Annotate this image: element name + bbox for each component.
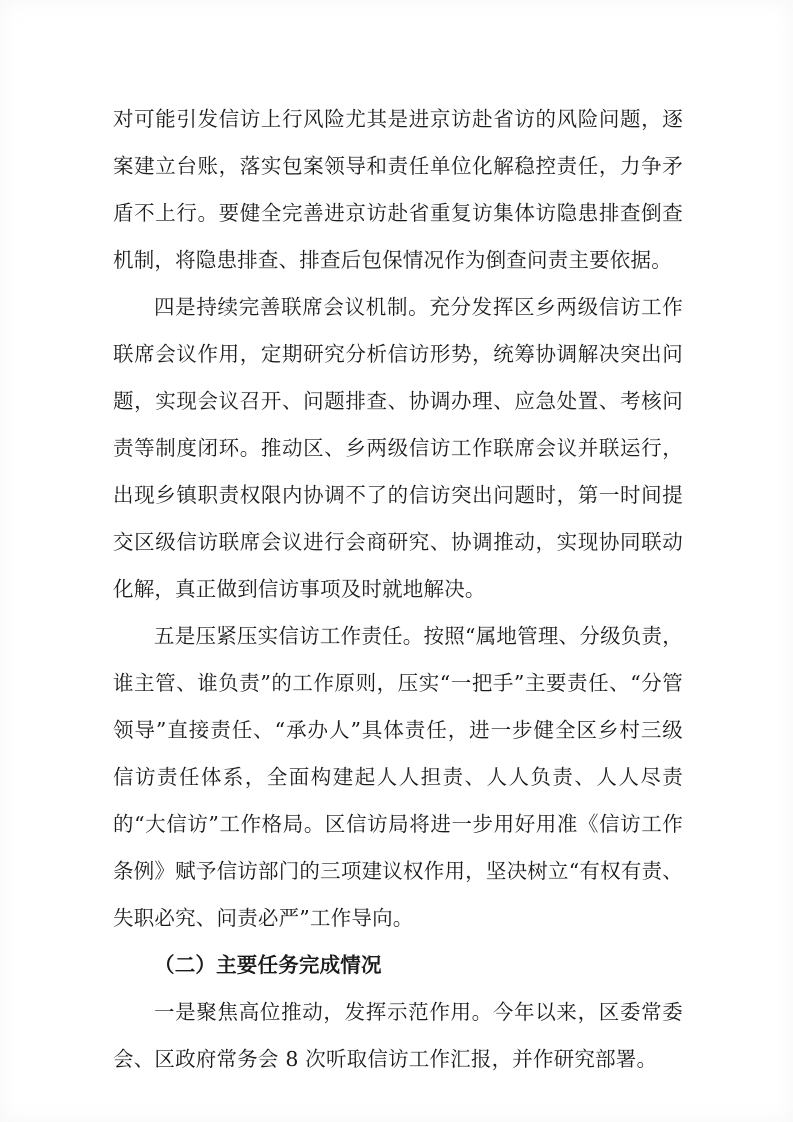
paragraph-1: 对可能引发信访上行风险尤其是进京访赴省访的风险问题，逐案建立台账，落实包案领导和责任单位化解稳控责任，力争矛盾不上行。要健全完善进京访赴省重复访集体访隐患排查倒查机制，将隐患排查、排查后包保情况作为倒查问责主要依据。 (113, 107, 683, 272)
paragraph-2: 四是持续完善联席会议机制。充分发挥区乡两级信访工作联席会议作用，定期研究分析信访形势，统筹协调解决突出问题，实现会议召开、问题排查、协调办理、应急处置、考核问责等制度闭环。推动区、乡两级信访工作联席会议并联运行，出现乡镇职责权限内协调不了的信访突出问题时，第一时间提交区级信访联席会议进行会商研究、协调推动，实现协同联动化解，真正做到信访事项及时就地解决。 (113, 295, 683, 601)
paragraph-3: 五是压紧压实信访工作责任。按照“属地管理、分级负责，谁主管、谁负责”的工作原则，压实“一把手”主要责任、“分管领导”直接责任、“承办人”具体责任，进一步健全区乡村三级信访责任体系，全面构建起人人担责、人人负责、人人尽责的“大信访”工作格局。区信访局将进一步用好用准《信访工作条例》赋予信访部门的三项建议权作用，坚决树立“有权有责、失职必究、问责必严”工作导向。 (113, 624, 683, 930)
document-body (113, 96, 683, 1083)
paragraph-4: 一是聚焦高位推动，发挥示范作用。今年以来，区委常委会、区政府常务会 8 次听取信访工作汇报，并作研究部署。 (113, 1000, 683, 1071)
section-heading: （二）主要任务完成情况 (154, 953, 382, 977)
